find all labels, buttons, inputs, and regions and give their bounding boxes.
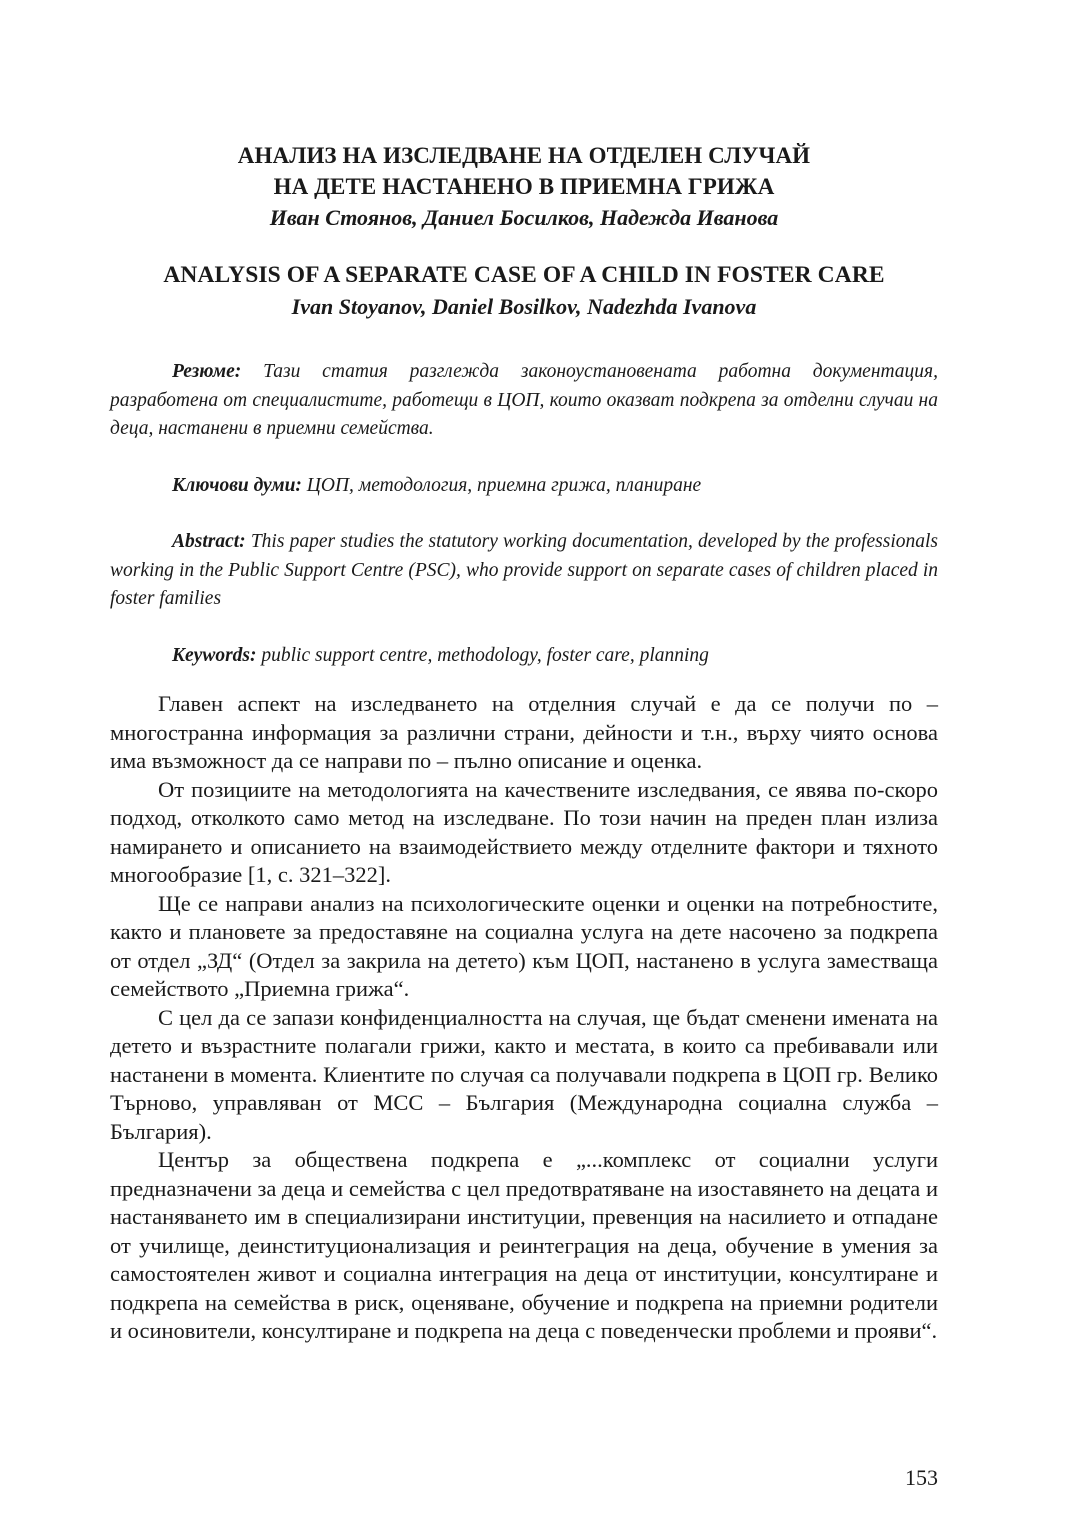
resume-text: Тази статия разглежда законоустановената работна документация, разработена от специалистите, работещи в ЦОП, които оказват подкрепа за отделни случаи на деца, настанени в приемни семейства. — [110, 361, 938, 439]
page-number: 153 — [905, 1465, 938, 1490]
body-text — [110, 690, 938, 1346]
body-paragraph-1: Главен аспект на изследването на отделния случай е да се получи по – многостранна информация за различни страни, дейности и т.н., върху чиято основа има възможност да се направи по – пълно описание и оценка. — [110, 691, 938, 773]
document-page — [110, 140, 938, 1346]
body-paragraph-5: Център за обществена подкрепа е „...комплекс от социални услуги предназначени за деца и семейства с цел предотвратяване на изоставянето на децата и настаняването им в специализирани институции, превенция на насилието и отпадане от училище, деинституционализация и реинтеграция на деца, обучение в умения за самостоятелен живот и социална интеграция на деца от институции, консултиране и подкрепа на семейства в риск, оценяване, обучение и подкрепа на приемни родители и осиновители, консултиране и подкрепа на деца с поведенчески проблеми и прояви“. — [110, 1147, 938, 1343]
body-paragraph-3: Ще се направи анализ на психологическите оценки и оценки на потребностите, както и плановете за предоставяне на социална услуга на дете насочено за подкрепа от отдел „ЗД“ (Отдел за закрила на детето) към ЦОП, настанено в услуга заместваща семейството „Приемна грижа“. — [110, 890, 938, 1001]
english-keywords-text: public support centre, methodology, foster care, planning — [256, 644, 709, 666]
abstract-text: This paper studies the statutory working documentation, developed by the professionals working in the Public Support Centre (PSC), who provide support on separate cases of children placed in foster families — [110, 531, 938, 609]
english-authors: Ivan Stoyanov, Daniel Bosilkov, Nadezhda Ivanova — [291, 294, 757, 319]
english-keywords-label: Keywords: — [172, 644, 257, 666]
abstract-paragraph — [110, 528, 938, 614]
body-paragraph-2: От позициите на методологията на качествените изследвания, се явява по-скоро подход, отколкото само метод на изследване. По този начин на преден план излиза намирането и описанието на взаимодействието между отделните фактори и тяхното многообразие [1, с. 321–322]. — [110, 776, 938, 887]
bulgarian-title-line-2: НА ДЕТЕ НАСТАНЕНО В ПРИЕМНА ГРИЖА — [273, 174, 775, 199]
bulgarian-title-block — [110, 140, 938, 233]
body-paragraph-4: С цел да се запази конфиденциалността на случая, ще бъдат сменени имената на детето и възрастните полагали грижи, както и местата, в които са пребивавали или настанени в момента. Клиентите по случая са получавали подкрепа в ЦОП гр. Велико Търново, управляван от МСС – България (Международна социална служба – България). — [110, 1004, 938, 1144]
abstract-label: Abstract: — [172, 531, 246, 552]
resume-paragraph — [110, 358, 938, 444]
english-title: ANALYSIS OF A SEPARATE CASE OF A CHILD IN FOSTER CARE — [163, 262, 885, 288]
english-title-block — [110, 260, 938, 322]
english-keywords-paragraph — [110, 642, 938, 671]
bulgarian-keywords-paragraph — [110, 472, 938, 501]
bulgarian-authors: Иван Стоянов, Даниел Босилков, Надежда Иванова — [269, 205, 779, 230]
resume-label: Резюме: — [172, 361, 242, 382]
bulgarian-keywords-label: Ключови думи: — [172, 474, 302, 496]
bulgarian-title-line-1: АНАЛИЗ НА ИЗСЛЕДВАНЕ НА ОТДЕЛЕН СЛУЧАЙ — [237, 143, 811, 168]
bulgarian-keywords-text: ЦОП, методология, приемна грижа, планиране — [301, 474, 702, 496]
